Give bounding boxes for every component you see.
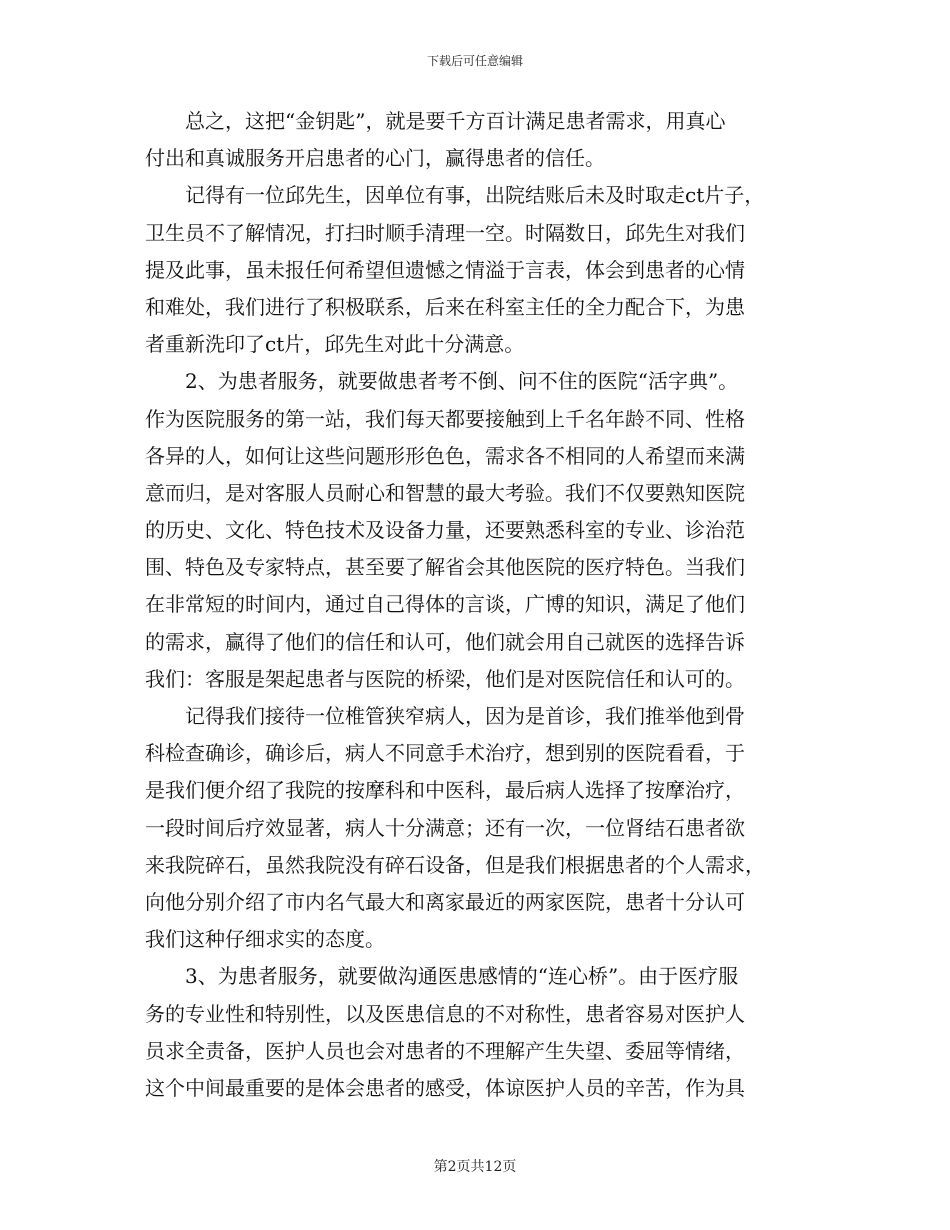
- page-footer: 第2页共12页: [433, 1159, 517, 1175]
- text-line: 是我们便介绍了我院的按摩科和中医科，最后病人选择了按摩治疗，: [145, 778, 745, 803]
- document-body: [145, 103, 813, 1107]
- text-line: 员求全责备，医护人员也会对患者的不理解产生失望、委屈等情绪，: [145, 1038, 745, 1063]
- text-line: 意而归，是对客服人员耐心和智慧的最大考验。我们不仅要熟知医院: [145, 480, 745, 505]
- text-line: 记得有一位邱先生，因单位有事，出院结账后未及时取走ct片子，: [185, 183, 765, 208]
- text-line: 来我院碎石，虽然我院没有碎石设备，但是我们根据患者的个人需求，: [145, 852, 765, 877]
- text-line: 付出和真诚服务开启患者的心门，赢得患者的信任。: [145, 146, 605, 171]
- text-line: 各异的人，如何让这些问题形形色色，需求各不相同的人希望而来满: [145, 443, 745, 468]
- text-line: 这个中间最重要的是体会患者的感受，体谅医护人员的辛苦，作为具: [145, 1075, 745, 1100]
- text-line: 我们：客服是架起患者与医院的桥梁，他们是对医院信任和认可的。: [145, 666, 745, 691]
- text-line: 者重新洗印了ct片，邱先生对此十分满意。: [145, 332, 525, 357]
- text-line: 卫生员不了解情况，打扫时顺手清理一空。时隔数日，邱先生对我们: [145, 220, 745, 245]
- text-line: 记得我们接待一位椎管狭窄病人，因为是首诊，我们推举他到骨: [185, 704, 745, 728]
- text-line: 2、为患者服务，就要做患者考不倒、问不住的医院“活字典”。: [185, 369, 739, 394]
- text-line: 的历史、文化、特色技术及设备力量，还要熟悉科室的专业、诊治范: [145, 518, 745, 543]
- text-line: 向他分别介绍了市内名气最大和离家最近的两家医院，患者十分认可: [145, 889, 745, 914]
- text-line: 提及此事，虽未报任何希望但遗憾之情溢于言表，体会到患者的心情: [145, 257, 745, 282]
- text-line: 的需求，赢得了他们的信任和认可，他们就会用自己就医的选择告诉: [145, 629, 745, 654]
- text-line: 科检查确诊，确诊后，病人不同意手术治疗，想到别的医院看看，于: [145, 741, 745, 766]
- page-header: 下载后可任意编辑: [426, 54, 523, 68]
- text-line: 3、为患者服务，就要做沟通医患感情的“连心桥”。由于医疗服: [185, 964, 739, 989]
- text-line: 在非常短的时间内，通过自己得体的言谈，广博的知识，满足了他们: [145, 592, 745, 617]
- text-line: 总之，这把“金钥匙”，就是要千方百计满足患者需求，用真心: [185, 109, 726, 133]
- text-line: 我们这种仔细求实的态度。: [145, 927, 385, 952]
- text-line: 一段时间后疗效显著，病人十分满意；还有一次，一位肾结石患者欲: [145, 815, 745, 840]
- text-line: 围、特色及专家特点，甚至要了解省会其他医院的医疗特色。当我们: [145, 555, 745, 580]
- text-line: 作为医院服务的第一站，我们每天都要接触到上千名年龄不同、性格: [145, 406, 745, 431]
- text-line: 务的专业性和特别性，以及医患信息的不对称性，患者容易对医护人: [145, 1001, 745, 1026]
- text-line: 和难处，我们进行了积极联系，后来在科室主任的全力配合下，为患: [145, 294, 745, 319]
